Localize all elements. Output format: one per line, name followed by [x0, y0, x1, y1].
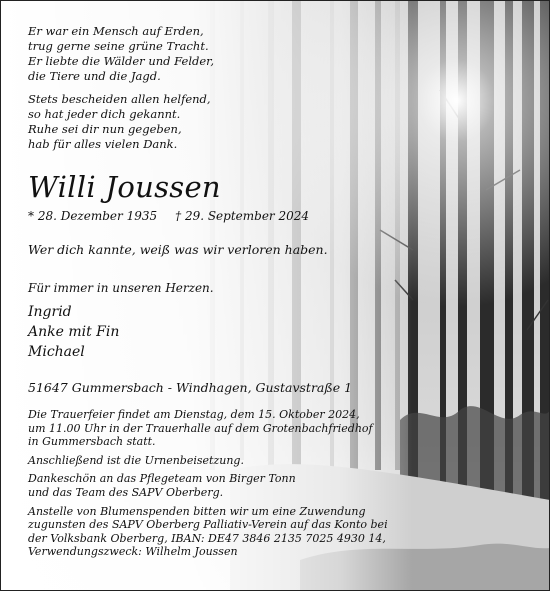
- poem-line: Ruhe sei dir nun gegeben,: [28, 122, 182, 136]
- note-line: Verwendungszweck: Wilhelm Joussen: [28, 545, 238, 559]
- poem-line: trug gerne seine grüne Tracht.: [28, 39, 209, 53]
- forever-line: Für immer in unseren Herzen.: [28, 281, 214, 295]
- poem-line: hab für alles vielen Dank.: [28, 137, 178, 151]
- note-line: Dankeschön an das Pflegeteam von Birger Tonn: [28, 472, 296, 486]
- poem-stanza: [28, 24, 428, 84]
- thanks-note: [28, 472, 428, 499]
- mourner-name: Michael: [28, 344, 85, 360]
- note-line: Anschließend ist die Urnenbeisetzung.: [28, 453, 244, 467]
- note-line: um 11.00 Uhr in der Trauerhalle auf dem Grotenbachfriedhof: [28, 421, 373, 435]
- poem-line: Er war ein Mensch auf Erden,: [28, 24, 204, 38]
- urn-burial-note: [28, 454, 428, 468]
- mourner-name: Ingrid: [28, 304, 72, 320]
- poem-line: Er liebte die Wälder und Felder,: [28, 54, 215, 68]
- note-line: und das Team des SAPV Oberberg.: [28, 485, 224, 499]
- mourners-list: [28, 302, 428, 362]
- poem-line: so hat jeder dich gekannt.: [28, 107, 181, 121]
- birth-date: * 28. Dezember 1935: [28, 209, 158, 223]
- memorial-quote: Wer dich kannte, weiß was wir verloren haben.: [28, 242, 328, 257]
- note-line: zugunsten des SAPV Oberberg Palliativ-Verein auf das Konto bei: [28, 518, 388, 532]
- death-date: † 29. September 2024: [175, 209, 310, 223]
- life-dates: [28, 208, 428, 224]
- obituary-text: [28, 24, 428, 564]
- poem-line: die Tiere und die Jagd.: [28, 69, 161, 83]
- note-line: der Volksbank Oberberg, IBAN: DE47 3846 2135 7025 4930 14,: [28, 531, 386, 545]
- note-line: in Gummersbach statt.: [28, 435, 156, 449]
- note-line: Die Trauerfeier findet am Dienstag, dem 15. Oktober 2024,: [28, 408, 360, 421]
- poem: [28, 24, 428, 152]
- deceased-name: Willi Joussen: [28, 170, 221, 204]
- note-line: Anstelle von Blumenspenden bitten wir um eine Zuwendung: [28, 504, 366, 518]
- mourner-name: Anke mit Fin: [28, 324, 120, 340]
- funeral-notes: [28, 408, 428, 559]
- donation-note: [28, 505, 428, 559]
- funeral-service-note: [28, 408, 428, 449]
- poem-line: Stets bescheiden allen helfend,: [28, 92, 211, 106]
- poem-stanza: [28, 92, 428, 152]
- family-address: 51647 Gummersbach - Windhagen, Gustavstraße 1: [28, 380, 353, 395]
